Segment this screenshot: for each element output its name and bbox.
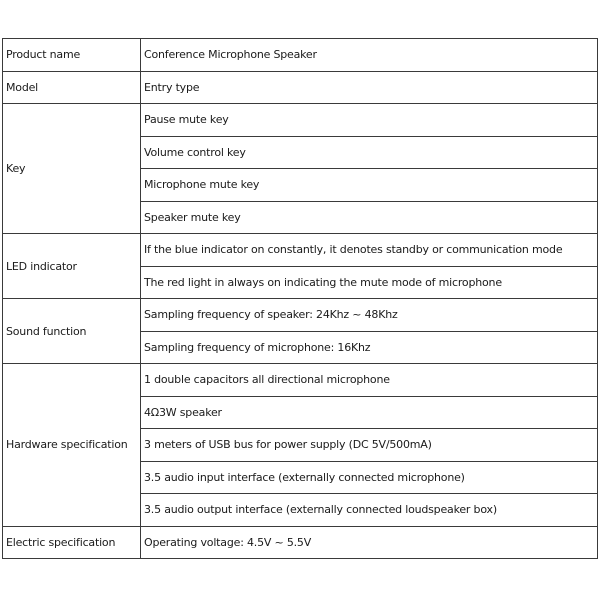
row-value: Volume control key	[141, 136, 598, 169]
row-value: Microphone mute key	[141, 169, 598, 202]
row-label-model: Model	[3, 71, 141, 104]
row-label-product-name: Product name	[3, 39, 141, 72]
row-value: Entry type	[141, 71, 598, 104]
row-label-led-indicator: LED indicator	[3, 234, 141, 299]
row-label-sound-function: Sound function	[3, 299, 141, 364]
row-value: Sampling frequency of speaker: 24Khz ~ 48Khz	[141, 299, 598, 332]
row-value: 4Ω3W speaker	[141, 396, 598, 429]
table-row-model	[3, 71, 598, 104]
row-value: If the blue indicator on constantly, it denotes standby or communication mode	[141, 234, 598, 267]
row-value: Operating voltage: 4.5V ~ 5.5V	[141, 526, 598, 559]
spec-table	[2, 38, 598, 559]
row-label-hardware-specification: Hardware specification	[3, 364, 141, 527]
row-label-electric-specification: Electric specification	[3, 526, 141, 559]
row-value: Pause mute key	[141, 104, 598, 137]
row-value: Speaker mute key	[141, 201, 598, 234]
row-label-key: Key	[3, 104, 141, 234]
table-row-key	[3, 104, 598, 137]
row-value: 3 meters of USB bus for power supply (DC 5V/500mA)	[141, 429, 598, 462]
table-row-hardware-specification	[3, 364, 598, 397]
row-value: Conference Microphone Speaker	[141, 39, 598, 72]
row-value: The red light in always on indicating the mute mode of microphone	[141, 266, 598, 299]
row-value: 3.5 audio input interface (externally connected microphone)	[141, 461, 598, 494]
table-row-sound-function	[3, 299, 598, 332]
row-value: 1 double capacitors all directional microphone	[141, 364, 598, 397]
row-value: 3.5 audio output interface (externally connected loudspeaker box)	[141, 494, 598, 527]
table-row-led-indicator	[3, 234, 598, 267]
row-value: Sampling frequency of microphone: 16Khz	[141, 331, 598, 364]
table-row-product-name	[3, 39, 598, 72]
table-row-electric-specification	[3, 526, 598, 559]
